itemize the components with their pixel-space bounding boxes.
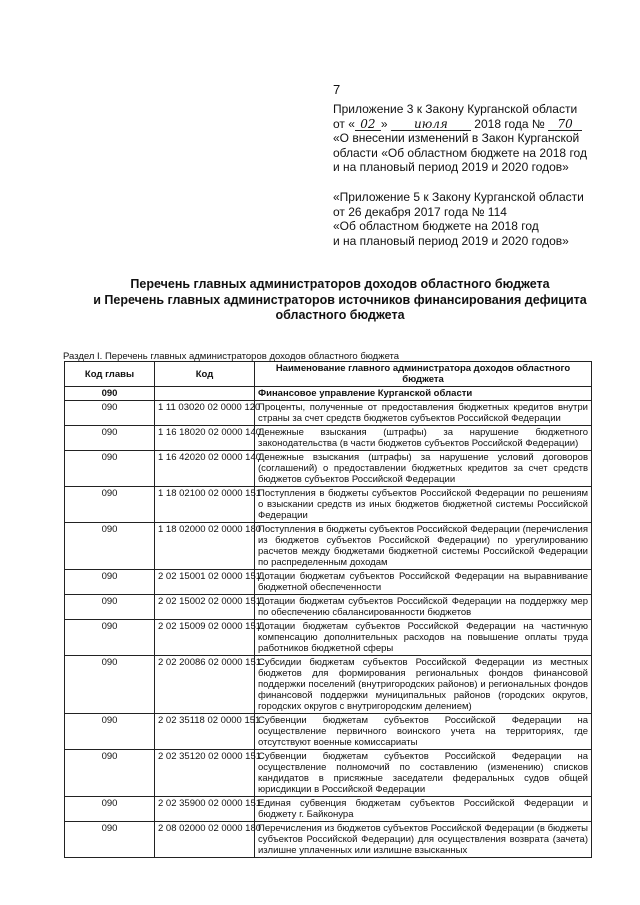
header-name: Наименование главного администратора доходов областного бюджета <box>255 362 592 387</box>
header-code: Код <box>155 362 255 387</box>
row-name: Единая субвенция бюджетам субъектов Российской Федерации и бюджету г. Байконура <box>255 797 592 822</box>
row-chief-code: 090 <box>65 656 155 714</box>
table-row <box>65 797 592 822</box>
row-chief-code: 090 <box>65 451 155 487</box>
row-code: 2 02 20086 02 0000 151 <box>155 656 255 714</box>
date-prefix: от « <box>333 116 355 131</box>
table-header-row <box>65 362 592 387</box>
row-chief-code: 090 <box>65 426 155 451</box>
annex-current-line4: области «Об областном бюджете на 2018 год <box>333 145 587 160</box>
table-row <box>65 523 592 570</box>
row-code: 2 02 15009 02 0000 151 <box>155 620 255 656</box>
row-chief-code: 090 <box>65 750 155 797</box>
handwritten-day: 02 <box>355 118 381 131</box>
table-row <box>65 570 592 595</box>
row-chief-code: 090 <box>65 595 155 620</box>
annex-current-date-line <box>333 117 633 132</box>
title-line1: Перечень главных администраторов доходов областного бюджета <box>130 277 550 291</box>
row-name: Дотации бюджетам субъектов Российской Федерации на частичную компенсацию дополнительных расходов на повышение оплаты труда работников бюджетной сферы <box>255 620 592 656</box>
handwritten-month: июля <box>391 118 471 131</box>
annex-original-line4: и на плановый период 2019 и 2020 годов» <box>333 233 569 248</box>
table-row <box>65 656 592 714</box>
row-chief-code: 090 <box>65 714 155 750</box>
annex-original-line2: от 26 декабря 2017 года № 114 <box>333 204 507 219</box>
date-mid: » <box>380 116 388 131</box>
row-chief-code: 090 <box>65 620 155 656</box>
admin-chief-code: 090 <box>65 387 155 401</box>
row-chief-code: 090 <box>65 401 155 426</box>
row-code: 2 02 15001 02 0000 151 <box>155 570 255 595</box>
row-code: 1 16 18020 02 0000 140 <box>155 426 255 451</box>
section-label: Раздел I. Перечень главных администраторов доходов областного бюджета <box>63 351 400 362</box>
row-name: Денежные взыскания (штрафы) за нарушение условий договоров (соглашений) о предоставлении бюджетных кредитов за счет средств бюджетов субъектов Российской Федерации <box>255 451 592 487</box>
admin-code <box>155 387 255 401</box>
title-line3: областного бюджета <box>275 308 405 322</box>
row-name: Поступления в бюджеты субъектов Российской Федерации по решениям о взыскании средств из иных бюджетов бюджетной системы Российской Федерации <box>255 487 592 523</box>
row-code: 1 18 02100 02 0000 151 <box>155 487 255 523</box>
row-chief-code: 090 <box>65 523 155 570</box>
table-row <box>65 401 592 426</box>
row-code: 2 02 15002 02 0000 151 <box>155 595 255 620</box>
row-code: 2 02 35118 02 0000 151 <box>155 714 255 750</box>
document-title <box>60 277 620 324</box>
title-line2: и Перечень главных администраторов источников финансирования дефицита <box>93 292 587 307</box>
row-name: Субвенции бюджетам субъектов Российской Федерации на осуществление первичного воинского учета на территориях, где отсутствуют военные комиссариаты <box>255 714 592 750</box>
annex-current-line3: «О внесении изменений в Закон Курганской <box>333 131 580 146</box>
row-name: Проценты, полученные от предоставления бюджетных кредитов внутри страны за счет средств бюджетов субъектов Российской Федерации <box>255 401 592 426</box>
handwritten-number: 70 <box>548 118 582 131</box>
year-text: 2018 года № <box>474 116 545 131</box>
row-code: 2 02 35900 02 0000 151 <box>155 797 255 822</box>
revenue-administrators-table <box>64 361 592 858</box>
table-row <box>65 487 592 523</box>
row-name: Субсидии бюджетам субъектов Российской Федерации из местных бюджетов для формирования региональных фондов финансовой поддержки поселений (внутригородских районов) и региональных фондов финансовой поддержки муниципальных районов (городских округов, городских округов с внутригородским делением) <box>255 656 592 714</box>
row-name: Перечисления из бюджетов субъектов Российской Федерации (в бюджеты субъектов Российской Федерации) для осуществления возврата (зачета) излишне уплаченных или излишне взысканных <box>255 822 592 858</box>
row-chief-code: 090 <box>65 822 155 858</box>
row-name: Дотации бюджетам субъектов Российской Федерации на выравнивание бюджетной обеспеченности <box>255 570 592 595</box>
annex-original-line1: «Приложение 5 к Закону Курганской области <box>333 190 584 204</box>
row-chief-code: 090 <box>65 487 155 523</box>
row-code: 2 02 35120 02 0000 151 <box>155 750 255 797</box>
annex-current-header <box>333 102 633 175</box>
annex-original-line3: «Об областном бюджете на 2018 год <box>333 219 539 234</box>
row-code: 2 08 02000 02 0000 180 <box>155 822 255 858</box>
row-name: Поступления в бюджеты субъектов Российской Федерации (перечисления из бюджетов субъектов Российской Федерации) по урегулированию расчетов между бюджетами бюджетной системы Российской Федерации по распределенным доходам <box>255 523 592 570</box>
row-code: 1 16 42020 02 0000 140 <box>155 451 255 487</box>
row-name: Субвенции бюджетам субъектов Российской Федерации на осуществление полномочий по составлению (изменению) списков кандидатов в присяжные заседатели федеральных судов общей юрисдикции в Российской Федерации <box>255 750 592 797</box>
table-row <box>65 451 592 487</box>
row-code: 1 18 02000 02 0000 180 <box>155 523 255 570</box>
header-chief-code: Код главы <box>65 362 155 387</box>
row-code: 1 11 03020 02 0000 120 <box>155 401 255 426</box>
annex-current-line1: Приложение 3 к Закону Курганской области <box>333 102 578 116</box>
table-row <box>65 620 592 656</box>
admin-name: Финансовое управление Курганской области <box>255 387 592 401</box>
page-number: 7 <box>333 82 341 97</box>
row-name: Дотации бюджетам субъектов Российской Федерации на поддержку мер по обеспечению сбалансированности бюджетов <box>255 595 592 620</box>
row-chief-code: 090 <box>65 570 155 595</box>
table-row <box>65 714 592 750</box>
table-row <box>65 595 592 620</box>
row-chief-code: 090 <box>65 797 155 822</box>
annex-original-header <box>333 190 633 248</box>
row-name: Денежные взыскания (штрафы) за нарушение бюджетного законодательства (в части бюджетов субъектов Российской Федерации) <box>255 426 592 451</box>
table-row <box>65 822 592 858</box>
annex-current-line5: и на плановый период 2019 и 2020 годов» <box>333 160 569 175</box>
admin-row <box>65 387 592 401</box>
table-row <box>65 426 592 451</box>
table-row <box>65 750 592 797</box>
